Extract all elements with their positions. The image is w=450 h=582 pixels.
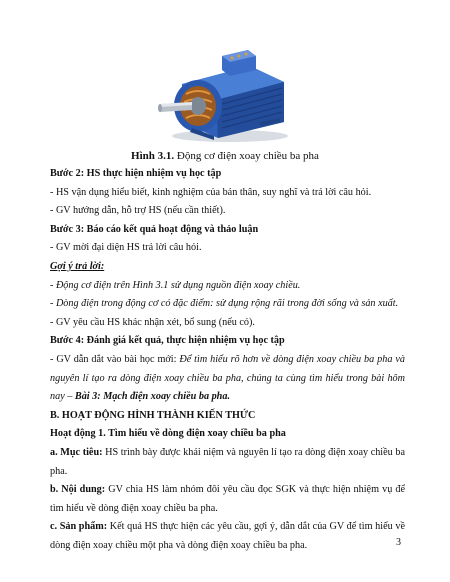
caption-text: Động cơ điện xoay chiều ba pha <box>174 150 319 162</box>
step4-paragraph <box>50 351 405 407</box>
document-body <box>50 165 405 555</box>
hint-line3: - GV yêu cầu HS khác nhận xét, bổ sung (nếu có). <box>50 316 255 328</box>
section-b-heading: B. HOẠT ĐỘNG HÌNH THÀNH KIẾN THỨC <box>50 409 256 421</box>
step2-heading: Bước 2: HS thực hiện nhiệm vụ học tập <box>50 168 222 179</box>
activity1-heading: Hoạt động 1. Tìm hiểu về dòng điện xoay chiều ba pha <box>50 428 286 440</box>
page-number: 3 <box>396 537 401 548</box>
objective-label: a. Mục tiêu: <box>50 446 103 458</box>
product-paragraph <box>50 518 405 555</box>
electric-motor-image <box>152 44 302 144</box>
step4-heading: Bước 4: Đánh giá kết quả, thực hiện nhiệm vụ học tập <box>50 335 285 347</box>
lesson-title: Bài 3: Mạch điện xoay chiều ba pha. <box>74 391 230 403</box>
step4-text: - GV dẫn dắt vào bài học mới: <box>50 353 180 365</box>
step3-line1: - GV mời đại diện HS trả lời câu hỏi. <box>50 242 202 254</box>
content-paragraph <box>50 481 405 518</box>
hint-line1: - Động cơ điện trên Hình 3.1 sử dụng nguồn điện xoay chiều. <box>50 279 301 291</box>
hint-line2: - Dòng điện trong động cơ có đặc điểm: sử dụng rộng rãi trong đời sống và sản xuất. <box>50 298 399 310</box>
step3-heading: Bước 3: Báo cáo kết quả hoạt động và thảo luận <box>50 223 259 235</box>
objective-text: HS trình bày được khái niệm và nguyên lí tạo ra dòng điện xoay chiều ba pha. <box>50 446 405 477</box>
caption-label: Hình 3.1. <box>131 150 175 162</box>
product-label: c. Sản phẩm: <box>50 521 108 533</box>
content-label: b. Nội dung: <box>50 484 106 496</box>
content-text: GV chia HS làm nhóm đôi yêu cầu đọc SGK và thực hiện nhiệm vụ để tìm hiểu về dòng điện xoay chiều ba pha. <box>50 484 405 514</box>
product-text: Kết quả HS thực hiện các yêu cầu, gợi ý, dẫn dắt của GV để tìm hiểu về dòng điện xoay chiều một pha và dòng điện xoay chiều ba pha. <box>50 521 405 551</box>
step2-line1: - HS vận dụng hiểu biết, kinh nghiệm của bản thân, suy nghĩ và trả lời câu hỏi. <box>50 186 372 198</box>
objective-paragraph <box>50 444 405 481</box>
step2-line2: - GV hướng dẫn, hỗ trợ HS (nếu cần thiết). <box>50 205 226 217</box>
step4-italic-text: Để tìm hiểu rõ hơn về dòng điện xoay chiều ba pha và nguyên lí tạo ra dòng điện xoay chiều ba pha, chúng ta cùng tìm hiểu trong bài hôm nay – <box>50 353 405 403</box>
hint-heading: Gợi ý trả lời: <box>50 260 105 272</box>
figure-caption <box>0 150 450 162</box>
